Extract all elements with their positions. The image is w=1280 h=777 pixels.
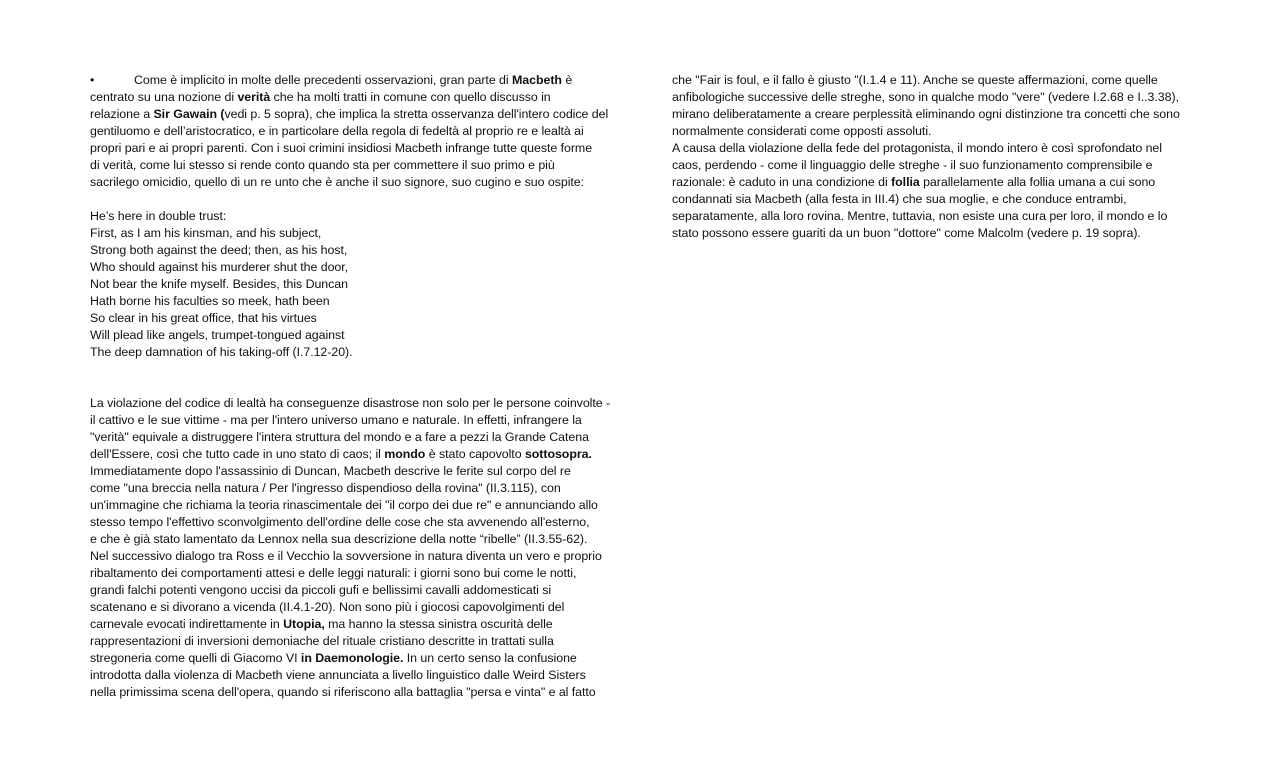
text-line	[90, 123, 635, 140]
text-line	[672, 89, 1217, 106]
text-line	[90, 633, 635, 650]
text-run: come "una breccia nella natura / Per l'ingresso dispendioso della rovina" (II.3.115), con	[90, 481, 561, 495]
text-line	[672, 174, 1217, 191]
text-line	[672, 140, 1217, 157]
text-run: Nel successivo dialogo tra Ross e il Vecchio la sovversione in natura diventa un vero e proprio	[90, 549, 602, 563]
quote-line: Will plead like angels, trumpet-tongued against	[90, 328, 345, 342]
text-run: A causa della violazione della fede del protagonista, il mondo intero è così sprofondato nel	[672, 141, 1162, 155]
bold-text: Utopia,	[283, 617, 325, 631]
text-run: stato possono essere guariti da un buon "dottore" come Malcolm (vedere p. 19 sopra).	[672, 226, 1141, 240]
text-run: dell'Essere, così che tutto cade in uno stato di caos; il	[90, 447, 385, 461]
quote-line: He’s here in double trust:	[90, 209, 227, 223]
text-line	[672, 123, 1217, 140]
text-run: scatenano e si divorano a vicenda (II.4.1-20). Non sono più i giocosi capovolgimenti del	[90, 600, 565, 614]
text-run: che "Fair is foul, e il fallo è giusto "(I.1.4 e 11). Anche se queste affermazioni, come quelle	[672, 73, 1158, 87]
text-run: stesso tempo l'effettivo sconvolgimento dell'ordine delle cose che sta avvenendo all'esterno,	[90, 515, 590, 529]
text-line	[90, 463, 635, 480]
text-run: In un certo senso la confusione	[403, 651, 577, 665]
text-run: Come è implicito in molte delle precedenti osservazioni, gran parte di	[134, 73, 512, 87]
text-run: ma hanno la stessa sinistra oscurità delle	[324, 617, 553, 631]
text-run: La violazione del codice di lealtà ha conseguenze disastrose non solo per le persone coinvolte -	[90, 396, 611, 410]
text-line	[90, 157, 635, 174]
text-line	[90, 497, 635, 514]
quote-line: The deep damnation of his taking-off (I.7.12-20).	[90, 345, 353, 359]
bold-text: mondo	[384, 447, 426, 461]
text-run: separatamente, alla loro rovina. Mentre, tuttavia, non esiste una cura per loro, il mondo e lo	[672, 209, 1168, 223]
text-line	[672, 72, 1217, 89]
right-column	[672, 72, 1217, 242]
text-line	[90, 616, 635, 633]
text-run: vedi p. 5 sopra), che implica la stretta osservanza dell'intero codice del	[224, 107, 609, 121]
text-run: grandi falchi potenti vengono uccisi da piccoli gufi e bellissimi cavalli addomesticati si	[90, 583, 552, 597]
text-run: nella primissima scena dell'opera, quando si riferiscono alla battaglia "persa e vinta" e al fatto	[90, 685, 596, 699]
text-run: stregoneria come quelli di Giacomo VI	[90, 651, 301, 665]
text-line	[90, 72, 635, 89]
text-run: è	[561, 73, 573, 87]
text-line	[90, 650, 635, 667]
paragraph-gawain-truth	[90, 72, 635, 191]
text-line	[90, 429, 635, 446]
text-line	[90, 684, 635, 701]
text-line	[90, 548, 635, 565]
text-line	[90, 89, 635, 106]
text-line	[90, 565, 635, 582]
text-line	[90, 599, 635, 616]
text-run: caos, perdendo - come il linguaggio delle streghe - il suo funzionamento comprensibile e	[672, 158, 1153, 172]
text-run: il cattivo e le sue vittime - ma per l'intero universo umano e naturale. In effetti, infrangere la	[90, 413, 582, 427]
text-line	[672, 225, 1217, 242]
bold-text: follia	[891, 175, 920, 189]
text-line	[90, 480, 635, 497]
text-run: ribaltamento dei comportamenti attesi e delle leggi naturali: i giorni sono bui come le notti,	[90, 566, 577, 580]
text-line	[90, 667, 635, 684]
text-line	[90, 106, 635, 123]
text-line	[672, 208, 1217, 225]
text-run: rappresentazioni di inversioni demoniache del rituale cristiano descritte in trattati sulla	[90, 634, 554, 648]
text-line	[90, 446, 635, 463]
text-line	[672, 106, 1217, 123]
bullet-icon: •	[90, 73, 95, 87]
bold-text: Macbeth	[512, 73, 562, 87]
quote-line: First, as I am his kinsman, and his subject,	[90, 226, 322, 240]
text-run: parallelamente alla follia umana a cui sono	[919, 175, 1156, 189]
text-run: che ha molti tratti in comune con quello discusso in	[270, 90, 551, 104]
quote-block	[90, 208, 635, 361]
bold-text: Sir Gawain (	[153, 107, 225, 121]
text-run: introdotta dalla violenza di Macbeth viene annunciata a livello linguistico dalle Weird Sisters	[90, 668, 586, 682]
text-line	[672, 157, 1217, 174]
quote-line: Not bear the knife myself. Besides, this Duncan	[90, 277, 348, 291]
bold-text: sottosopra.	[524, 447, 592, 461]
paragraph-fair-is-foul	[672, 72, 1217, 242]
left-column	[90, 72, 635, 701]
text-run: un'immagine che richiama la teoria rinascimentale dei "il corpo dei due re" e annunciando allo	[90, 498, 598, 512]
quote-line: Who should against his murderer shut the door,	[90, 260, 349, 274]
text-run: anfibologiche successive delle streghe, sono in qualche modo "vere" (vedere I.2.68 e I..3.38),	[672, 90, 1179, 104]
paragraph-loyalty-violation	[90, 395, 635, 701]
text-line	[90, 140, 635, 157]
bold-text: verità	[237, 90, 271, 104]
text-line	[90, 514, 635, 531]
text-run: razionale: è caduto in una condizione di	[672, 175, 892, 189]
text-run: condannati sia Macbeth (alla festa in III.4) che sua moglie, e che conduce entrambi,	[672, 192, 1127, 206]
text-run: e che è già stato lamentato da Lennox nella sua descrizione della notte “ribelle” (II.3.55-62).	[90, 532, 588, 546]
text-line	[90, 412, 635, 429]
text-run: sacrilego omicidio, quello di un re unto che è anche il suo signore, suo cugino e suo ospite:	[90, 175, 585, 189]
text-run: relazione a	[90, 107, 154, 121]
quote-line: Strong both against the deed; then, as his host,	[90, 243, 348, 257]
text-run: di verità, come lui stesso si rende conto quando sta per commettere il suo primo e più	[90, 158, 555, 172]
text-run: è stato capovolto	[425, 447, 525, 461]
spacer	[90, 191, 635, 208]
text-run: Immediatamente dopo l'assassinio di Duncan, Macbeth descrive le ferite sul corpo del re	[90, 464, 571, 478]
quote-line: So clear in his great office, that his virtues	[90, 311, 317, 325]
quote-line: Hath borne his faculties so meek, hath been	[90, 294, 330, 308]
text-line	[90, 174, 635, 191]
text-line	[90, 395, 635, 412]
text-run: propri pari e ai propri parenti. Con i suoi crimini insidiosi Macbeth infrange tutte queste forme	[90, 141, 593, 155]
text-run: gentiluomo e dell’aristocratico, e in particolare della regola di fedeltà al proprio re e lealtà ai	[90, 124, 584, 138]
spacer	[90, 361, 635, 395]
text-run: centrato su una nozione di	[90, 90, 238, 104]
text-line	[672, 191, 1217, 208]
text-run: "verità" equivale a distruggere l'intera struttura del mondo e a fare a pezzi la Grande Catena	[90, 430, 589, 444]
text-run: normalmente considerati come opposti assoluti.	[672, 124, 932, 138]
text-line	[90, 582, 635, 599]
text-run: carnevale evocati indirettamente in	[90, 617, 284, 631]
text-line	[90, 531, 635, 548]
bold-text: in Daemonologie.	[300, 651, 404, 665]
text-run: mirano deliberatamente a creare perplessità eliminando ogni distinzione tra concetti che sono	[672, 107, 1180, 121]
